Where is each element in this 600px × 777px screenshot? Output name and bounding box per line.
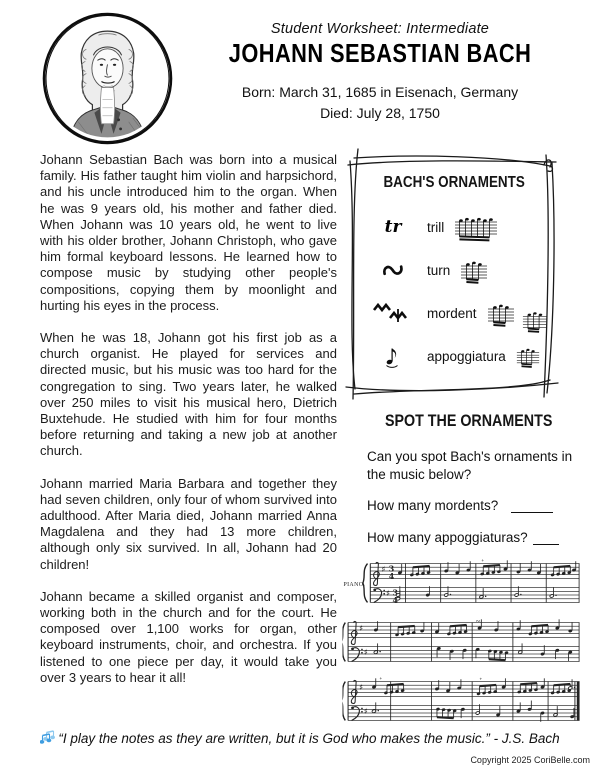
svg-text:+: + (481, 558, 485, 564)
sheet-music (333, 558, 590, 735)
ornament-row-turn (368, 253, 548, 287)
header-section (176, 21, 584, 124)
music-system-1 (333, 558, 590, 608)
birth-info: Born: March 31, 1685 in Eisenach, Germany (241, 84, 519, 100)
bach-portrait-drawing (40, 11, 175, 146)
ornaments-title: BACH'S ORNAMENTS (383, 174, 525, 191)
mordent-notation-icon (522, 307, 548, 333)
death-info: Died: July 28, 1750 (320, 105, 440, 121)
ornament-row-mordent (368, 296, 548, 330)
appoggiatura-sign-icon (368, 344, 418, 368)
life-dates (176, 82, 584, 124)
question-appoggiaturas (367, 530, 559, 545)
appoggiatura-notation-icon (516, 343, 540, 369)
spot-prompt: Can you spot Bach's ornaments in the music below? (367, 449, 573, 482)
spot-section-title: SPOT THE ORNAMENTS (384, 411, 553, 430)
turn-notation-icon (460, 256, 488, 284)
mordent-sign-icon (368, 300, 418, 326)
mordents-answer-blank[interactable] (511, 499, 553, 513)
music-system-3 (333, 676, 590, 726)
turn-sign-icon (368, 263, 418, 277)
appoggiaturas-answer-blank[interactable] (533, 531, 559, 545)
ornament-row-trill (368, 210, 548, 244)
ornament-row-appoggiatura (368, 339, 548, 373)
svg-text:+: + (479, 676, 483, 682)
music-system-2 (333, 617, 590, 667)
quote-text: “I play the notes as they are written, but it is God who makes the music.” - J.S. Bach (58, 731, 560, 746)
bio-paragraph-2: When he was 18, Johann got his first job as a church organist. He played for services and directed music, but his music was too hard for the congregation to sing. Two years later, he walked over 250 miles to visit his musical hero, Dietrich Buxtehude. He studied with him for four months before returning and taking a new job at another church. (40, 330, 337, 459)
quote-footer (0, 729, 600, 748)
ornament-label: trill (427, 219, 445, 235)
question-mordents (367, 498, 553, 513)
biography (40, 152, 337, 702)
mordent-notation-icon (487, 299, 515, 327)
ornament-label: appoggiatura (427, 348, 506, 364)
question-label: How many appoggiaturas? (367, 530, 528, 545)
bio-paragraph-3: Johann married Maria Barbara and together they had seven children, only four of whom survived into adulthood. After Maria died, Johann married Anna Magdalena and they had 13 more children, although only six survived. In all, Johann had 20 children! (40, 475, 337, 572)
question-label: How many mordents? (367, 498, 499, 513)
ornament-label: turn (427, 262, 451, 278)
ornaments-box (352, 152, 556, 396)
trill-sign-icon: tr (384, 217, 402, 237)
bio-paragraph-1: Johann Sebastian Bach was born into a musical family. His father taught him violin and harpsichord, and his uncle introduced him to the organ. When he was 9 years old, his mother and father died. When Johann was 10 years old, he went to live with his older brother, Johann Christoph, who gave him formal keyboard lessons. He learned how to compose music by studying other people's compositions, copying them by moonlight and hurting his eyes in the process. (40, 152, 337, 313)
trill-notation-icon (454, 212, 498, 242)
ornament-label: mordent (427, 305, 477, 321)
bach-portrait (40, 11, 175, 146)
worksheet-level-label: Student Worksheet: Intermediate (270, 21, 490, 37)
piano-label: PIANO. (343, 581, 366, 588)
copyright-text: Copyright 2025 CoriBelle.com (470, 755, 590, 765)
page-title: JOHANN SEBASTIAN BACH (228, 38, 532, 68)
svg-text:+: + (379, 676, 383, 682)
bio-paragraph-4: Johann became a skilled organist and composer, working both in the church and for the court. He composed over 1,100 works for organ, other keyboard instruments, choir, and orchestra. If you listened to one piece per day, it would take you over 3 years to hear it all! (40, 588, 337, 685)
music-notes-icon (40, 729, 57, 748)
svg-text:∾.: ∾. (475, 618, 482, 625)
